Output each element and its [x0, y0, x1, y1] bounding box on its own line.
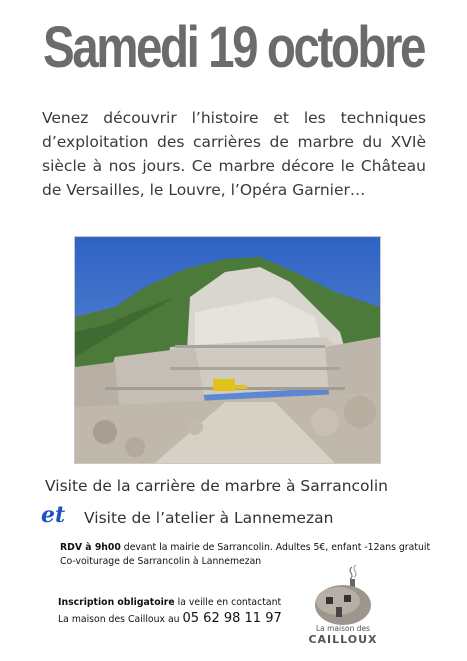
rdv-time: RDV à 9h00 — [60, 542, 121, 553]
contact-label: La maison des Cailloux au — [58, 614, 183, 625]
carpool-info: Co-voiturage de Sarrancolin à Lannemezan — [60, 556, 262, 567]
phone-number: 05 62 98 11 97 — [182, 611, 282, 626]
logo-text-bottom: CAILLOUX — [308, 633, 378, 646]
et-connector: et — [41, 502, 66, 528]
logo-text-top: La maison des — [315, 624, 371, 633]
rdv-details: devant la mairie de Sarrancolin. Adultes 5€, enfant -12ans gratuit — [120, 542, 431, 553]
intro-paragraph: Venez découvrir l’histoire et les techniques d’exploitation des carrières de marbre du XVIè siècle à nos jours. Ce marbre décore le Château de Versailles, le Louvre, l’Opéra Garnier… — [42, 109, 426, 199]
registration-required: Inscription obligatoire — [58, 597, 175, 608]
quarry-photo — [74, 236, 381, 464]
event-date-title: Samedi 19 octobre — [42, 15, 425, 80]
registration-details: la veille en contactant — [174, 597, 282, 608]
registration-info — [58, 595, 282, 628]
visit-workshop-line: Visite de l’atelier à Lannemezan — [84, 509, 334, 527]
visit-quarry-line: Visite de la carrière de marbre à Sarrancolin — [45, 477, 388, 495]
